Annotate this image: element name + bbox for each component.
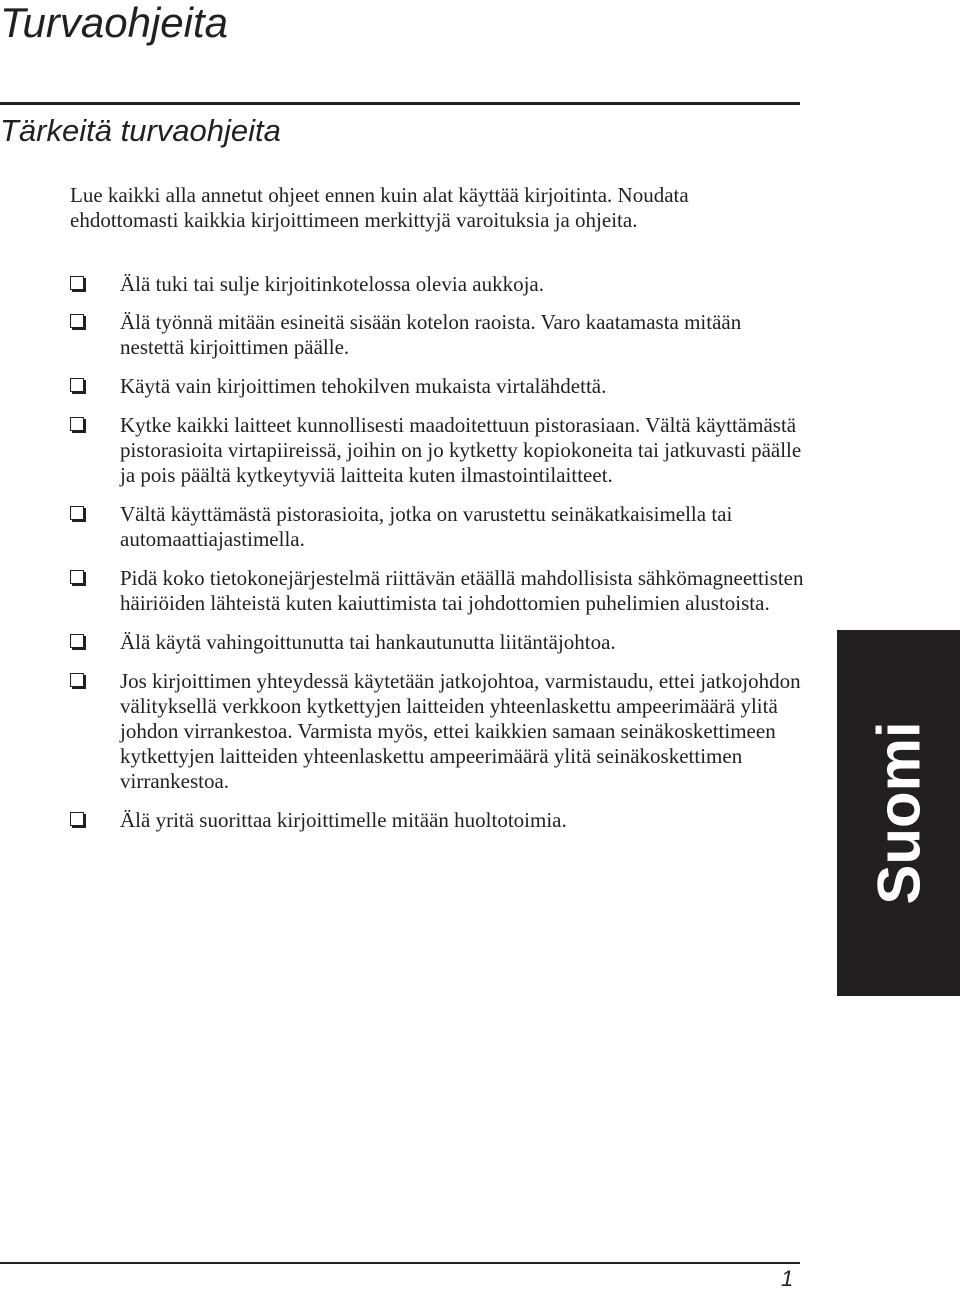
- intro-paragraph: Lue kaikki alla annetut ohjeet ennen kuin alat käyttää kirjoitinta. Noudata ehdottomasti kaikkia kirjoittimeen merkittyjä varoituksia ja ohjeita.: [70, 183, 689, 232]
- top-rule: [0, 102, 800, 105]
- checkbox-bullet-icon: [70, 378, 84, 392]
- list-item-text: Älä yritä suorittaa kirjoittimelle mitään huoltotoimia.: [120, 808, 567, 832]
- list-item-text: Älä käytä vahingoittunutta tai hankautunutta liitäntäjohtoa.: [120, 630, 616, 654]
- list-item: [70, 630, 810, 655]
- checkbox-bullet-icon: [70, 417, 84, 431]
- checkbox-bullet-icon: [70, 812, 84, 826]
- list-item: [70, 272, 810, 297]
- language-tab: [837, 630, 960, 996]
- page-number: 1: [781, 1266, 794, 1291]
- list-item: [70, 566, 810, 616]
- list-item-text: Älä työnnä mitään esineitä sisään kotelon raoista. Varo kaatamasta mitään nestettä kirjoittimen päälle.: [120, 310, 742, 359]
- page-title: Turvaohjeita: [0, 0, 229, 46]
- list-item-text: Vältä käyttämästä pistorasioita, jotka on varustettu seinäkatkaisimella tai automaattiajastimella.: [120, 502, 733, 551]
- safety-list: [70, 272, 810, 833]
- list-item: [70, 374, 810, 399]
- list-item: [70, 669, 810, 794]
- checkbox-bullet-icon: [70, 506, 84, 520]
- checkbox-bullet-icon: [70, 570, 84, 584]
- list-item: [70, 502, 810, 552]
- list-item: [70, 310, 810, 360]
- checkbox-bullet-icon: [70, 314, 84, 328]
- list-item-text: Pidä koko tietokonejärjestelmä riittävän etäällä mahdollisista sähkömagneettisten häiriöiden lähteistä kuten kaiuttimista tai johdottomien puhelimien alustoista.: [120, 566, 804, 615]
- list-item-text: Kytke kaikki laitteet kunnollisesti maadoitettuun pistorasiaan. Vältä käyttämästä pistorasioita virtapiireissä, joihin on jo kytketty kopiokoneita tai jatkuvasti päälle ja pois päältä kytkeytyviä laitteita kuten ilmastointilaitteet.: [120, 413, 802, 487]
- bottom-rule: [0, 1262, 800, 1264]
- list-item-text: Jos kirjoittimen yhteydessä käytetään jatkojohtoa, varmistaudu, ettei jatkojohdon välityksellä verkkoon kytkettyjen laitteiden yhteenlaskettu ampeerimäärä ylitä johdon virrankestoa. Varmista myös, ettei kaikkien samaan seinäkoskettimeen kytkettyjen laitteiden yhteenlaskettu ampeerimäärä ylitä seinäkoskettimen virrankestoa.: [120, 669, 801, 793]
- list-item-text: Käytä vain kirjoittimen tehokilven mukaista virtalähdettä.: [120, 374, 607, 398]
- list-item: [70, 413, 810, 488]
- checkbox-bullet-icon: [70, 673, 84, 687]
- list-item: [70, 808, 810, 833]
- language-tab-label: Suomi: [865, 721, 932, 905]
- list-item-text: Älä tuki tai sulje kirjoitinkotelossa olevia aukkoja.: [120, 272, 544, 296]
- section-title: Tärkeitä turvaohjeita: [0, 113, 281, 148]
- checkbox-bullet-icon: [70, 276, 84, 290]
- checkbox-bullet-icon: [70, 634, 84, 648]
